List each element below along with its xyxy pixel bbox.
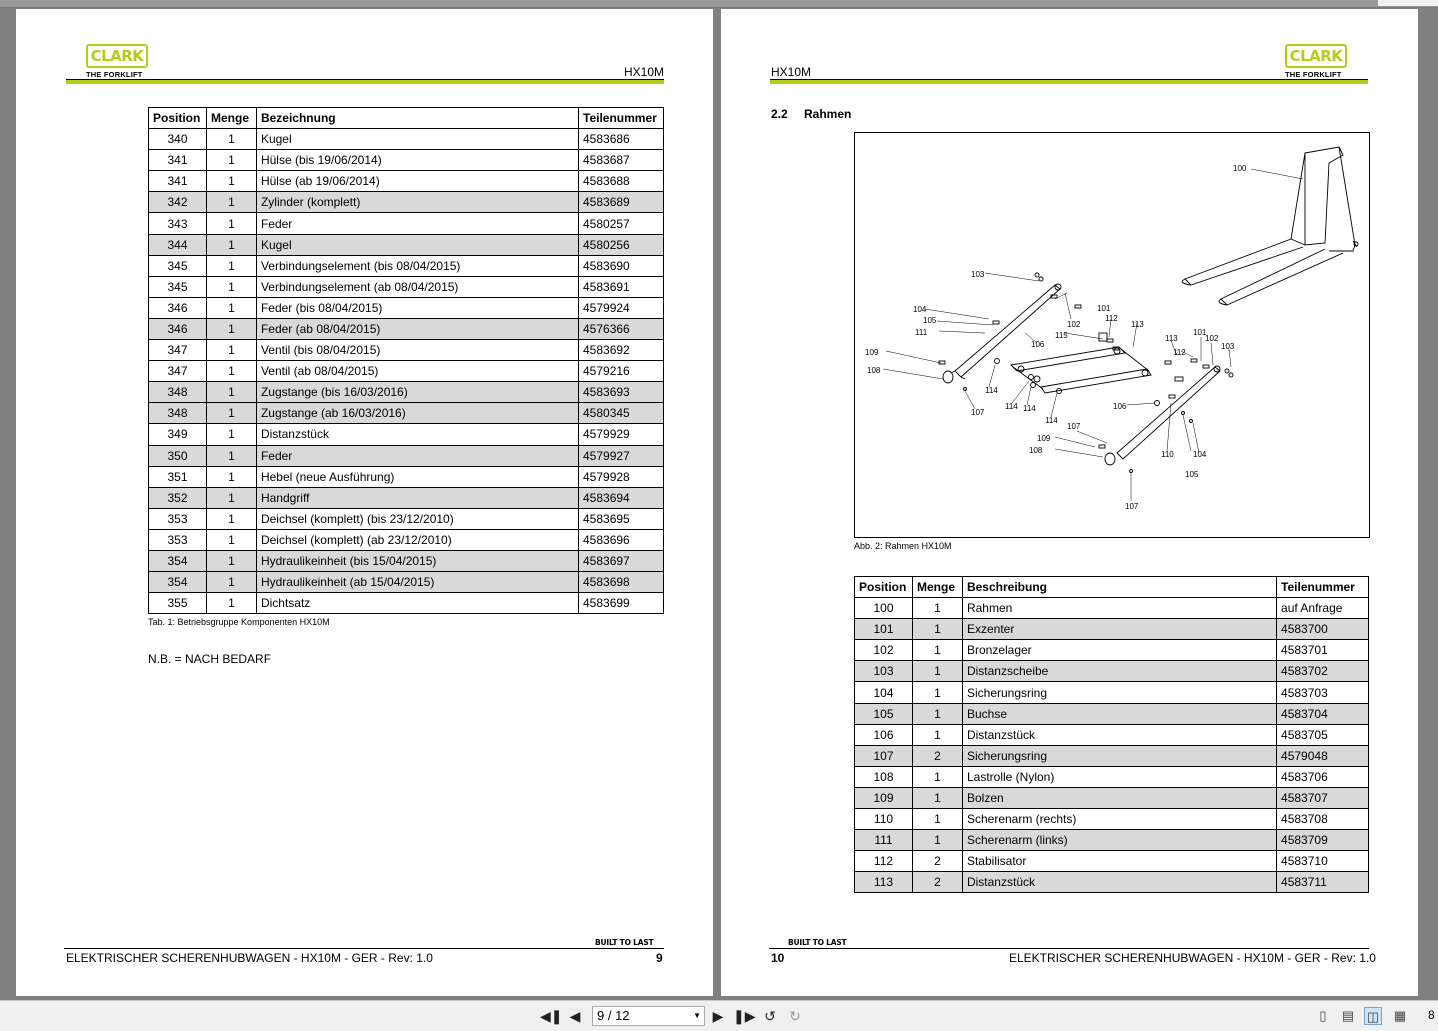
footer-title: ELEKTRISCHER SCHERENHUBWAGEN - HX10M - GER - Rev: 1.0 — [66, 951, 433, 965]
table-row — [149, 340, 664, 361]
cell-part-number: 4583690 — [579, 255, 664, 276]
cell-part-number: 4580256 — [579, 234, 664, 255]
callout-101: 101 — [1097, 304, 1111, 313]
callout-113-b: 113 — [1165, 334, 1178, 343]
table-row — [855, 766, 1369, 787]
cell-description: Feder — [256, 445, 578, 466]
cell-part-number: 4580345 — [579, 403, 664, 424]
table-row — [149, 572, 664, 593]
cell-quantity: 1 — [912, 830, 962, 851]
cell-quantity: 1 — [206, 150, 256, 171]
cell-description: Rahmen — [962, 598, 1276, 619]
cell-quantity: 2 — [912, 851, 962, 872]
table-row — [855, 598, 1369, 619]
table-row — [855, 703, 1369, 724]
cell-quantity: 1 — [912, 724, 962, 745]
cell-position: 112 — [855, 851, 913, 872]
table-row — [855, 809, 1369, 830]
two-page-view-icon[interactable]: ◫ — [1364, 1007, 1382, 1025]
table-row — [149, 487, 664, 508]
cell-quantity: 1 — [206, 318, 256, 339]
built-to-last-badge: BUILT TO LAST — [595, 938, 654, 947]
cell-description: Dichtsatz — [256, 593, 578, 614]
callout-102: 102 — [1067, 320, 1081, 329]
cell-part-number: 4583686 — [579, 129, 664, 150]
cell-position: 351 — [149, 466, 207, 487]
cell-position: 102 — [855, 640, 913, 661]
first-page-icon[interactable]: ◀❚ — [540, 1008, 563, 1024]
cell-description: Deichsel (komplett) (bis 23/12/2010) — [256, 508, 578, 529]
cell-position: 345 — [149, 255, 207, 276]
parts-table — [148, 107, 664, 614]
table-row — [149, 276, 664, 297]
cell-position: 106 — [855, 724, 913, 745]
figure-caption: Abb. 2: Rahmen HX10M — [854, 541, 952, 551]
cell-part-number: 4583695 — [579, 508, 664, 529]
callout-114-b: 114 — [1005, 402, 1018, 411]
cell-quantity: 1 — [206, 550, 256, 571]
table-row — [149, 150, 664, 171]
cell-part-number: 4583703 — [1277, 682, 1369, 703]
cell-position: 107 — [855, 745, 913, 766]
table-row — [149, 593, 664, 614]
column-header-position: Position — [855, 577, 913, 598]
cell-description: Lastrolle (Nylon) — [962, 766, 1276, 787]
clark-logo — [86, 44, 150, 79]
cell-part-number: 4583696 — [579, 529, 664, 550]
window-control-strip[interactable] — [1378, 0, 1438, 6]
cell-position: 113 — [855, 872, 913, 893]
callout-110: 110 — [1161, 450, 1174, 459]
cell-part-number: 4583708 — [1277, 809, 1369, 830]
chevron-down-icon[interactable]: ▼ — [693, 1011, 701, 1020]
callout-114-d: 114 — [1045, 416, 1058, 425]
callout-103-b: 103 — [1221, 342, 1235, 351]
cell-description: Zylinder (komplett) — [256, 192, 578, 213]
cell-position: 348 — [149, 403, 207, 424]
cell-description: Distanzscheibe — [962, 661, 1276, 682]
page-number: 10 — [771, 951, 785, 965]
cell-position: 346 — [149, 318, 207, 339]
cell-description: Feder (ab 08/04/2015) — [256, 318, 578, 339]
cell-position: 347 — [149, 340, 207, 361]
cell-description: Bronzelager — [962, 640, 1276, 661]
cell-quantity: 1 — [206, 593, 256, 614]
table-row — [855, 745, 1369, 766]
window-top-strip — [0, 0, 1438, 8]
section-title: Rahmen — [804, 107, 852, 121]
cell-position: 100 — [855, 598, 913, 619]
cell-position: 110 — [855, 809, 913, 830]
cell-position: 347 — [149, 361, 207, 382]
cell-position: 354 — [149, 550, 207, 571]
cell-quantity: 2 — [912, 872, 962, 893]
cell-description: Distanzstück — [962, 724, 1276, 745]
cell-position: 103 — [855, 661, 913, 682]
cell-position: 350 — [149, 445, 207, 466]
cell-part-number: 4579928 — [579, 466, 664, 487]
cell-description: Hülse (ab 19/06/2014) — [256, 171, 578, 192]
cell-part-number: 4583689 — [579, 192, 664, 213]
callout-104: 104 — [913, 305, 927, 314]
cell-part-number: 4583691 — [579, 276, 664, 297]
callout-103: 103 — [971, 270, 985, 279]
cell-position: 343 — [149, 213, 207, 234]
cell-position: 101 — [855, 619, 913, 640]
cell-description: Hebel (neue Ausführung) — [256, 466, 578, 487]
table-row — [855, 851, 1369, 872]
cell-quantity: 1 — [206, 529, 256, 550]
cell-quantity: 1 — [206, 424, 256, 445]
section-number: 2.2 — [771, 107, 788, 121]
clark-logo-brand: CLARK — [1285, 44, 1347, 68]
table-row — [855, 682, 1369, 703]
cell-quantity: 1 — [912, 640, 962, 661]
model-header: HX10M — [771, 65, 812, 79]
cell-quantity: 1 — [206, 171, 256, 192]
table-row — [149, 382, 664, 403]
cell-quantity: 1 — [206, 445, 256, 466]
cell-description: Feder — [256, 213, 578, 234]
single-page-view-icon[interactable]: ▯ — [1319, 1008, 1327, 1023]
cell-quantity: 1 — [912, 661, 962, 682]
cell-position: 344 — [149, 234, 207, 255]
cell-position: 340 — [149, 129, 207, 150]
callout-105: 105 — [923, 316, 937, 325]
cell-quantity: 1 — [206, 340, 256, 361]
exploded-parts-figure — [854, 132, 1370, 538]
zoom-level[interactable]: 8 — [1428, 1008, 1435, 1022]
cell-description: Buchse — [962, 703, 1276, 724]
cell-part-number: 4576366 — [579, 318, 664, 339]
cell-part-number: 4583697 — [579, 550, 664, 571]
cell-part-number: 4583702 — [1277, 661, 1369, 682]
cell-description: Bolzen — [962, 787, 1276, 808]
cell-position: 352 — [149, 487, 207, 508]
cell-part-number: 4583687 — [579, 150, 664, 171]
document-page-right — [721, 9, 1418, 996]
callout-115: 115 — [1055, 331, 1068, 340]
cell-part-number: 4579929 — [579, 424, 664, 445]
table-row — [149, 129, 664, 150]
cell-position: 346 — [149, 297, 207, 318]
cell-position: 109 — [855, 787, 913, 808]
prev-page-icon[interactable]: ◀ — [569, 1008, 581, 1024]
cell-description: Deichsel (komplett) (ab 23/12/2010) — [256, 529, 578, 550]
cell-description: Hülse (bis 19/06/2014) — [256, 150, 578, 171]
cell-description: Kugel — [256, 234, 578, 255]
footer-title: ELEKTRISCHER SCHERENHUBWAGEN - HX10M - GER - Rev: 1.0 — [1009, 951, 1376, 965]
footer-rule — [64, 948, 664, 949]
cell-part-number: 4579216 — [579, 361, 664, 382]
cell-position: 104 — [855, 682, 913, 703]
frame-exploded-drawing — [855, 133, 1369, 537]
cell-quantity: 2 — [912, 745, 962, 766]
cell-quantity: 1 — [206, 213, 256, 234]
note-text: N.B. = NACH BEDARF — [148, 652, 272, 666]
cell-quantity: 1 — [912, 682, 962, 703]
callout-109-b: 109 — [1037, 434, 1051, 443]
cell-quantity: 1 — [206, 255, 256, 276]
table-row — [855, 619, 1369, 640]
cell-part-number: auf Anfrage — [1277, 598, 1369, 619]
table-row — [149, 466, 664, 487]
document-page-left — [16, 9, 713, 996]
callout-112-b: 112 — [1173, 348, 1186, 357]
cell-description: Zugstange (bis 16/03/2016) — [256, 382, 578, 403]
clark-logo-tagline: THE FORKLIFT — [1285, 70, 1342, 79]
table-row — [149, 255, 664, 276]
cell-description: Verbindungselement (ab 08/04/2015) — [256, 276, 578, 297]
table-row — [149, 213, 664, 234]
cell-part-number: 4583700 — [1277, 619, 1369, 640]
cell-position: 108 — [855, 766, 913, 787]
cell-quantity: 1 — [912, 703, 962, 724]
cell-quantity: 1 — [206, 361, 256, 382]
table-row — [149, 424, 664, 445]
cell-description: Kugel — [256, 129, 578, 150]
cell-part-number: 4583698 — [579, 572, 664, 593]
callout-108-b: 108 — [1029, 446, 1043, 455]
cell-description: Hydraulikeinheit (ab 15/04/2015) — [256, 572, 578, 593]
cell-description: Ventil (bis 08/04/2015) — [256, 340, 578, 361]
cell-position: 342 — [149, 192, 207, 213]
table-row — [855, 724, 1369, 745]
callout-114-c: 114 — [1023, 404, 1036, 413]
cell-quantity: 1 — [912, 809, 962, 830]
next-page-icon[interactable]: ▶ — [712, 1008, 724, 1024]
table-row — [855, 830, 1369, 851]
header-green-rule — [66, 80, 664, 84]
rotate-back-icon[interactable]: ↺ — [764, 1008, 776, 1024]
callout-108: 108 — [867, 366, 881, 375]
table-row — [149, 297, 664, 318]
cell-position: 354 — [149, 572, 207, 593]
table-row — [149, 361, 664, 382]
cell-position: 355 — [149, 593, 207, 614]
clark-logo — [1285, 44, 1349, 79]
cell-description: Handgriff — [256, 487, 578, 508]
table-row — [149, 318, 664, 339]
cell-part-number: 4583705 — [1277, 724, 1369, 745]
cell-part-number: 4583710 — [1277, 851, 1369, 872]
cell-part-number: 4583707 — [1277, 787, 1369, 808]
cell-quantity: 1 — [206, 403, 256, 424]
column-header-position: Position — [149, 108, 207, 129]
callout-104-b: 104 — [1193, 450, 1207, 459]
header-green-rule — [770, 80, 1368, 84]
table-caption: Tab. 1: Betriebsgruppe Komponenten HX10M — [148, 617, 330, 627]
clark-logo-brand: CLARK — [86, 44, 148, 68]
cell-part-number: 4583692 — [579, 340, 664, 361]
last-page-icon[interactable]: ❚▶ — [733, 1008, 756, 1024]
table-row — [855, 640, 1369, 661]
cell-description: Stabilisator — [962, 851, 1276, 872]
cell-quantity: 1 — [206, 572, 256, 593]
two-page-continuous-icon[interactable]: ▦ — [1393, 1008, 1407, 1023]
cell-part-number: 4583693 — [579, 382, 664, 403]
cell-quantity: 1 — [206, 466, 256, 487]
column-header-description: Beschreibung — [962, 577, 1276, 598]
parts-table — [854, 576, 1369, 893]
cell-part-number: 4583694 — [579, 487, 664, 508]
cell-part-number: 4583711 — [1277, 872, 1369, 893]
section-heading — [771, 107, 851, 121]
callout-112: 112 — [1105, 314, 1118, 323]
page-number: 9 — [656, 951, 663, 965]
cell-position: 353 — [149, 508, 207, 529]
cell-description: Exzenter — [962, 619, 1276, 640]
cell-position: 341 — [149, 171, 207, 192]
table-row — [149, 508, 664, 529]
callout-106: 106 — [1031, 340, 1045, 349]
cell-part-number: 4579927 — [579, 445, 664, 466]
cell-position: 105 — [855, 703, 913, 724]
table-row — [149, 529, 664, 550]
column-header-part-number: Teilenummer — [1277, 577, 1369, 598]
clark-logo-tagline: THE FORKLIFT — [86, 70, 143, 79]
continuous-view-icon[interactable]: ▤ — [1341, 1008, 1355, 1023]
column-header-quantity: Menge — [206, 108, 256, 129]
callout-107-b: 107 — [1067, 422, 1081, 431]
rotate-forward-icon[interactable]: ↻ — [789, 1008, 801, 1024]
cell-position: 353 — [149, 529, 207, 550]
cell-quantity: 1 — [912, 619, 962, 640]
cell-quantity: 1 — [206, 297, 256, 318]
table-row — [855, 661, 1369, 682]
cell-part-number: 4583701 — [1277, 640, 1369, 661]
page-indicator: 9 / 12 — [597, 1008, 630, 1023]
table-row — [149, 171, 664, 192]
footer-rule — [769, 948, 1369, 949]
cell-description: Scherenarm (rechts) — [962, 809, 1276, 830]
cell-quantity: 1 — [206, 192, 256, 213]
cell-description: Verbindungselement (bis 08/04/2015) — [256, 255, 578, 276]
cell-part-number: 4583709 — [1277, 830, 1369, 851]
cell-quantity: 1 — [912, 787, 962, 808]
cell-description: Sicherungsring — [962, 682, 1276, 703]
callout-114: 114 — [985, 386, 998, 395]
column-header-part-number: Teilenummer — [579, 108, 664, 129]
cell-description: Ventil (ab 08/04/2015) — [256, 361, 578, 382]
cell-quantity: 1 — [912, 766, 962, 787]
table-row — [149, 234, 664, 255]
table-header-row — [855, 577, 1369, 598]
cell-part-number: 4583688 — [579, 171, 664, 192]
cell-position: 111 — [855, 830, 913, 851]
cell-part-number: 4583699 — [579, 593, 664, 614]
cell-description: Sicherungsring — [962, 745, 1276, 766]
callout-106-b: 106 — [1113, 402, 1127, 411]
cell-position: 348 — [149, 382, 207, 403]
cell-quantity: 1 — [206, 382, 256, 403]
callout-107-c: 107 — [1125, 502, 1139, 511]
cell-description: Distanzstück — [962, 872, 1276, 893]
cell-position: 345 — [149, 276, 207, 297]
cell-description: Distanzstück — [256, 424, 578, 445]
cell-position: 341 — [149, 150, 207, 171]
table-row — [855, 787, 1369, 808]
cell-quantity: 1 — [206, 129, 256, 150]
cell-quantity: 1 — [206, 508, 256, 529]
table-row — [149, 445, 664, 466]
callout-101-b: 101 — [1193, 328, 1207, 337]
cell-quantity: 1 — [206, 276, 256, 297]
table-row — [149, 550, 664, 571]
cell-description: Zugstange (ab 16/03/2016) — [256, 403, 578, 424]
table-header-row — [149, 108, 664, 129]
table-row — [149, 192, 664, 213]
table-row — [855, 872, 1369, 893]
cell-description: Feder (bis 08/04/2015) — [256, 297, 578, 318]
callout-100: 100 — [1233, 164, 1247, 173]
viewer-toolbar — [0, 1000, 1438, 1031]
column-header-description: Bezeichnung — [256, 108, 578, 129]
callout-105-b: 105 — [1185, 470, 1199, 479]
model-header: HX10M — [624, 65, 665, 79]
column-header-quantity: Menge — [912, 577, 962, 598]
page-number-input[interactable] — [592, 1006, 705, 1026]
built-to-last-badge: BUILT TO LAST — [788, 938, 847, 947]
cell-part-number: 4583706 — [1277, 766, 1369, 787]
cell-quantity: 1 — [912, 598, 962, 619]
callout-109: 109 — [865, 348, 879, 357]
cell-part-number: 4580257 — [579, 213, 664, 234]
cell-quantity: 1 — [206, 487, 256, 508]
cell-part-number: 4579924 — [579, 297, 664, 318]
cell-description: Hydraulikeinheit (bis 15/04/2015) — [256, 550, 578, 571]
callout-113: 113 — [1131, 320, 1144, 329]
table-row — [149, 403, 664, 424]
cell-part-number: 4583704 — [1277, 703, 1369, 724]
callout-102-b: 102 — [1205, 334, 1219, 343]
cell-quantity: 1 — [206, 234, 256, 255]
callout-111: 111 — [915, 328, 928, 337]
cell-description: Scherenarm (links) — [962, 830, 1276, 851]
callout-107: 107 — [971, 408, 985, 417]
cell-position: 349 — [149, 424, 207, 445]
cell-part-number: 4579048 — [1277, 745, 1369, 766]
